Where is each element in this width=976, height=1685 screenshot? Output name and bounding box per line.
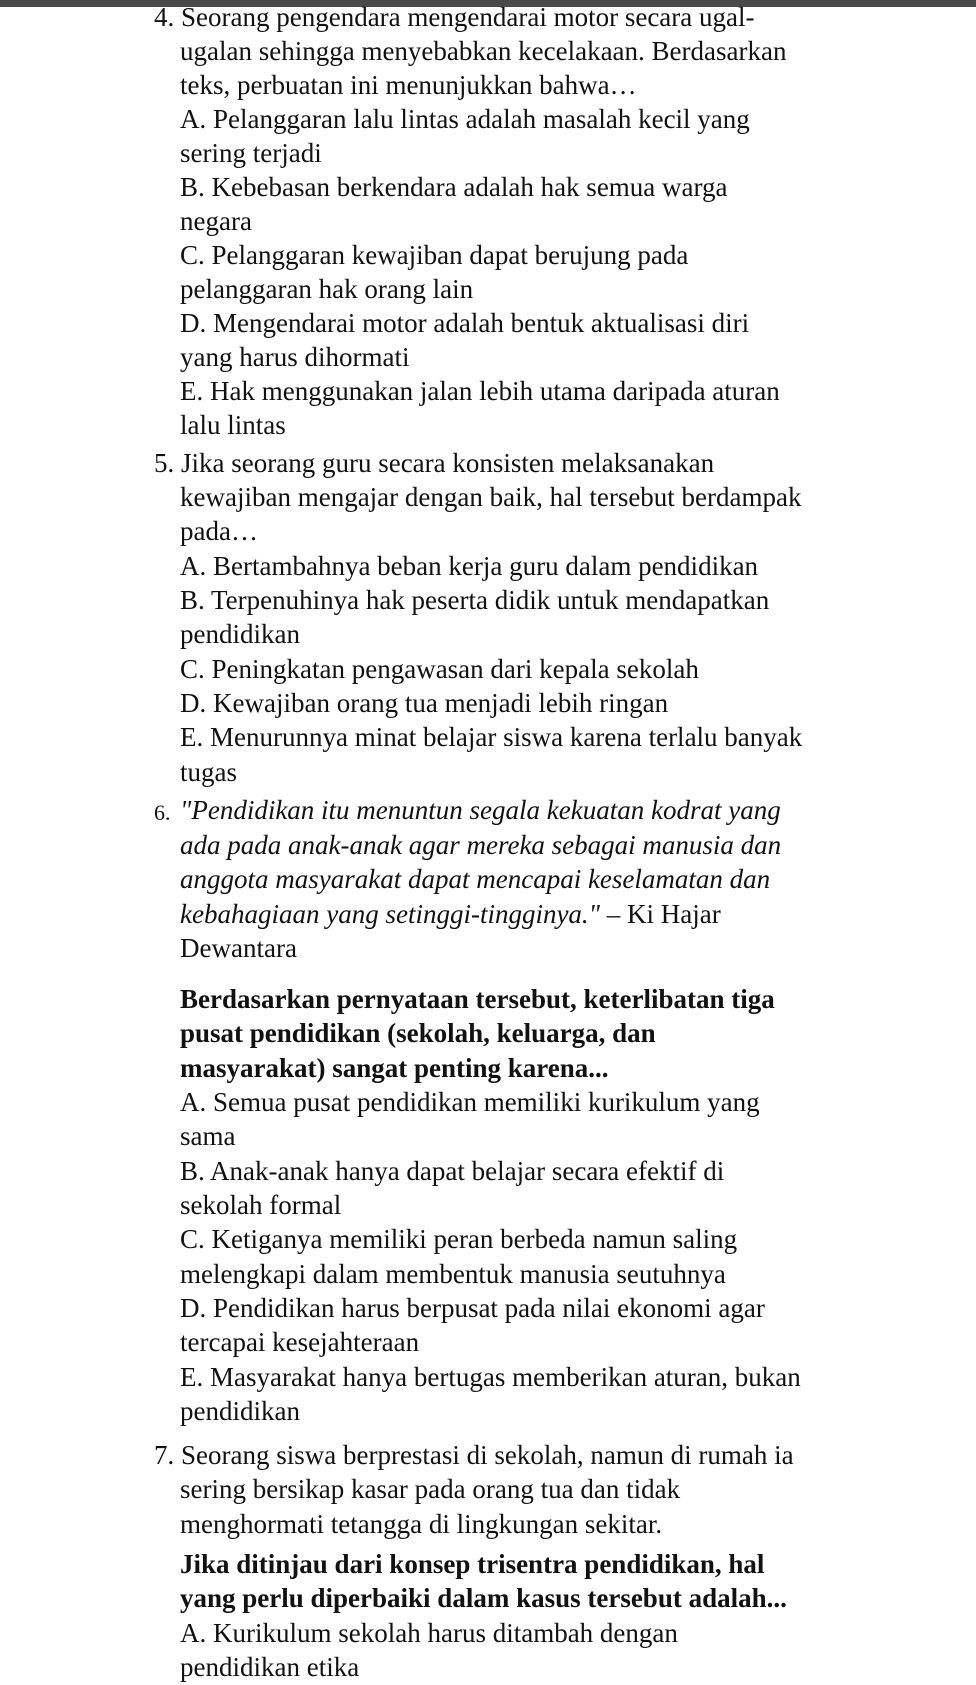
q6-quote-line-4 — [180, 897, 721, 931]
q6-stem-line-3: masyarakat) sangat penting karena... — [180, 1053, 609, 1083]
q6-quote-line-3: anggota masyarakat dapat mencapai keselamatan dan — [180, 864, 771, 894]
q5-option-a: A. Bertambahnya beban kerja guru dalam pendidikan — [180, 551, 759, 581]
q6-attribution: – Ki Hajar — [600, 899, 721, 929]
q6-option-a: A. Semua pusat pendidikan memiliki kurikulum yang — [180, 1087, 760, 1117]
q7-option-a-cont: pendidikan etika — [180, 1652, 360, 1682]
q4-option-a-cont: sering terjadi — [180, 138, 322, 168]
q7-stem-line-3: menghormati tetangga di lingkungan sekitar. — [180, 1509, 663, 1539]
q6-option-b: B. Anak-anak hanya dapat belajar secara efektif di — [180, 1156, 725, 1186]
q6-number: 6. — [154, 800, 171, 825]
q7-option-a: A. Kurikulum sekolah harus ditambah dengan — [180, 1618, 678, 1648]
q4-option-e: E. Hak menggunakan jalan lebih utama daripada aturan — [180, 376, 780, 406]
q4-option-a: A. Pelanggaran lalu lintas adalah masalah kecil yang — [180, 104, 750, 134]
q7-question-line-1: Jika ditinjau dari konsep trisentra pendidikan, hal — [180, 1549, 765, 1579]
q5-option-b: B. Terpenuhinya hak peserta didik untuk mendapatkan — [180, 585, 770, 615]
q5-option-b-cont: pendidikan — [180, 619, 300, 649]
q5-stem-line-2: kewajiban mengajar dengan baik, hal tersebut berdampak — [180, 482, 802, 512]
q6-stem-line-1: Berdasarkan pernyataan tersebut, keterlibatan tiga — [180, 984, 775, 1014]
q4-option-e-cont: lalu lintas — [180, 410, 286, 440]
q6-option-d-cont: tercapai kesejahteraan — [180, 1327, 420, 1357]
q5-option-e-cont: tugas — [180, 757, 237, 787]
q4-option-b-cont: negara — [180, 206, 252, 236]
q4-stem-line-3: teks, perbuatan ini menunjukkan bahwa… — [180, 70, 637, 100]
q4-option-b: B. Kebebasan berkendara adalah hak semua warga — [180, 172, 728, 202]
q6-option-a-cont: sama — [180, 1121, 236, 1151]
q4-option-c: C. Pelanggaran kewajiban dapat berujung pada — [180, 240, 689, 270]
q4-stem-line-2: ugalan sehingga menyebabkan kecelakaan. Berdasarkan — [180, 36, 787, 66]
q6-option-e: E. Masyarakat hanya bertugas memberikan aturan, bukan — [180, 1362, 801, 1392]
q5-option-c: C. Peningkatan pengawasan dari kepala sekolah — [180, 654, 699, 684]
q6-stem-line-2: pusat pendidikan (sekolah, keluarga, dan — [180, 1018, 656, 1048]
q6-option-c-cont: melengkapi dalam membentuk manusia seutuhnya — [180, 1259, 726, 1289]
q4-stem-line-1: 4. Seorang pengendara mengendarai motor secara ugal- — [154, 2, 755, 32]
q6-option-e-cont: pendidikan — [180, 1396, 300, 1426]
q5-stem-line-3: pada… — [180, 516, 258, 546]
q7-question-line-2: yang perlu diperbaiki dalam kasus tersebut adalah... — [180, 1583, 787, 1613]
q4-option-d-cont: yang harus dihormati — [180, 342, 410, 372]
q6-quote-line-2: ada pada anak-anak agar mereka sebagai manusia dan — [180, 830, 782, 860]
q6-option-b-cont: sekolah formal — [180, 1190, 342, 1220]
q5-stem-line-1: 5. Jika seorang guru secara konsisten melaksanakan — [154, 448, 715, 478]
q5-option-e: E. Menurunnya minat belajar siswa karena terlalu banyak — [180, 722, 803, 752]
q4-option-c-cont: pelanggaran hak orang lain — [180, 274, 474, 304]
q7-stem-line-2: sering bersikap kasar pada orang tua dan tidak — [180, 1474, 681, 1504]
q6-attribution-cont: Dewantara — [180, 933, 297, 963]
q6-quote-end: kebahagiaan yang setinggi-tingginya." — [180, 899, 601, 929]
q5-option-d: D. Kewajiban orang tua menjadi lebih ringan — [180, 688, 669, 718]
q7-stem-line-1: 7. Seorang siswa berprestasi di sekolah, namun di rumah ia — [154, 1440, 794, 1470]
q6-option-c: C. Ketiganya memiliki peran berbeda namun saling — [180, 1224, 738, 1254]
q6-quote-line-1: "Pendidikan itu menuntun segala kekuatan kodrat yang — [180, 795, 781, 825]
q6-option-d: D. Pendidikan harus berpusat pada nilai ekonomi agar — [180, 1293, 765, 1323]
q4-option-d: D. Mengendarai motor adalah bentuk aktualisasi diri — [180, 308, 750, 338]
